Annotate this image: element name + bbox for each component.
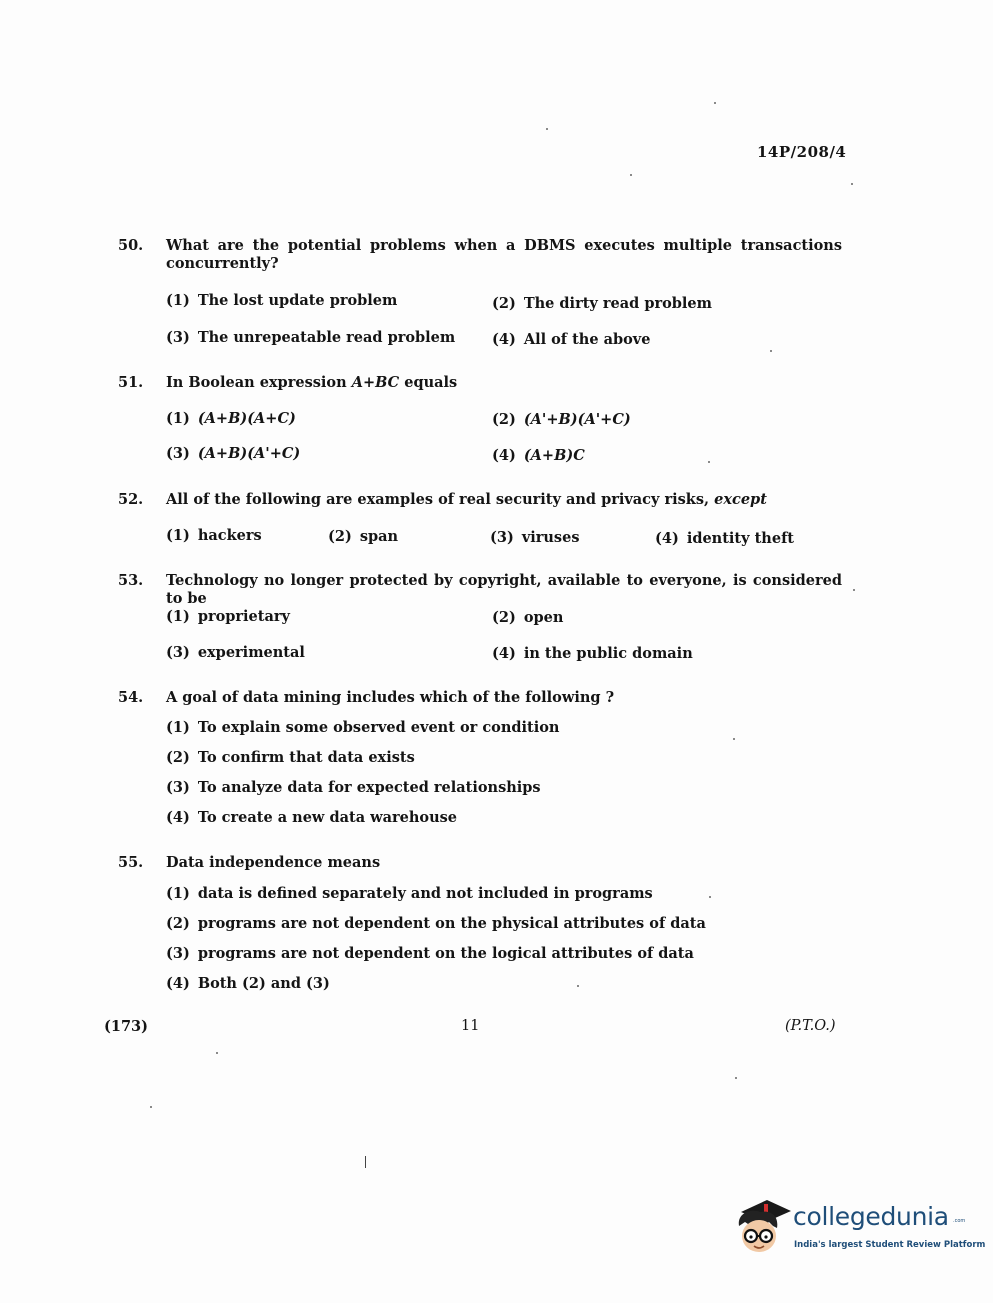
option-number: (1) [166,527,190,544]
option-55-2 [166,915,706,932]
option-number: (1) [166,885,190,902]
option-text: experimental [197,644,305,661]
option-number: (3) [166,779,190,796]
option-52-1 [166,527,262,544]
option-text: Both (2) and (3) [197,975,330,992]
option-51-3 [166,445,300,462]
option-55-3 [166,945,694,962]
question-text: What are the potential problems when a DBMS executes multiple transactions concurrently? [166,237,842,272]
footer-code: (173) [104,1018,148,1035]
scan-speck [733,738,735,740]
option-number: (2) [492,295,516,312]
option-text: span [359,528,399,545]
brand-tagline: India's largest Student Review Platform [794,1240,986,1250]
scan-speck [735,1077,737,1079]
option-52-4 [655,530,794,547]
option-55-1 [166,885,653,902]
scan-speck [708,461,710,463]
option-text: in the public domain [523,645,693,662]
option-text: The dirty read problem [523,295,712,312]
boolean-expression: A+BC [351,374,400,391]
option-number: (2) [492,411,516,428]
option-number: (4) [655,530,679,547]
option-text: The lost update problem [197,292,398,309]
option-54-4 [166,809,457,826]
question-text-suffix: equals [404,374,458,391]
question-number: 52. [118,491,144,508]
option-number: (1) [166,608,190,625]
option-number: (4) [166,975,190,992]
scan-speck [216,1052,218,1054]
option-text: programs are not dependent on the physical attributes of data [197,915,706,932]
option-number: (4) [492,645,516,662]
option-number: (3) [166,329,190,346]
collegedunia-watermark [733,1196,986,1266]
option-number: (1) [166,410,190,427]
question-number: 51. [118,374,144,391]
option-number: (1) [166,292,190,309]
option-text: (A+B)C [523,447,585,464]
option-number: (4) [166,809,190,826]
option-number: (3) [166,945,190,962]
option-52-2 [328,528,398,545]
scan-speck [150,1106,152,1108]
option-55-4 [166,975,330,992]
option-number: (2) [166,749,190,766]
option-text: The unrepeatable read problem [197,329,456,346]
scan-mark [365,1156,366,1168]
question-text-prefix: In Boolean expression [166,374,347,391]
option-text: (A+B)(A'+C) [197,445,301,462]
option-text: viruses [521,529,580,546]
option-number: (4) [492,331,516,348]
question-text: Data independence means [166,854,381,871]
option-text: hackers [197,527,262,544]
page-number: 11 [461,1018,480,1034]
scan-speck [851,183,853,185]
option-53-4 [492,645,693,662]
option-50-3 [166,329,455,346]
option-text: identity theft [686,530,795,547]
option-text: open [523,609,564,626]
scan-speck [709,896,711,898]
brand-name: collegedunia [793,1202,949,1231]
option-number: (3) [490,529,514,546]
option-50-2 [492,295,712,312]
option-51-1 [166,410,296,427]
option-text: proprietary [197,608,290,625]
question-text-prefix: All of the following are examples of real security and privacy risks, [166,491,710,508]
scan-speck [714,102,716,104]
paper-code: 14P/208/4 [757,143,847,161]
option-53-3 [166,644,305,661]
question-text: Technology no longer protected by copyright, available to everyone, is considered to be [166,572,842,607]
scan-speck [630,174,632,176]
option-50-1 [166,292,397,309]
option-text: (A'+B)(A'+C) [523,411,631,428]
please-turn-over: (P.T.O.) [785,1018,836,1034]
option-51-2 [492,411,631,428]
scan-speck [853,589,855,591]
question-number: 50. [118,237,144,254]
question-text [166,491,842,509]
option-text: All of the above [523,331,651,348]
option-number: (3) [166,445,190,462]
option-number: (1) [166,719,190,736]
option-text: To explain some observed event or condition [197,719,560,736]
question-text [166,374,842,392]
option-text: data is defined separately and not included in programs [197,885,653,902]
question-text-emphasis: except [714,491,767,508]
question-text: A goal of data mining includes which of the following ? [166,689,615,706]
brand-domain-suffix: .com [953,1218,966,1224]
option-53-1 [166,608,290,625]
option-text: To create a new data warehouse [197,809,458,826]
option-number: (2) [166,915,190,932]
mascot-icon [733,1196,793,1262]
option-text: To confirm that data exists [197,749,415,766]
option-text: To analyze data for expected relationships [197,779,541,796]
option-number: (3) [166,644,190,661]
scan-speck [577,985,579,987]
option-number: (2) [328,528,352,545]
option-54-2 [166,749,415,766]
scan-speck [770,350,772,352]
option-52-3 [490,529,579,546]
option-54-3 [166,779,541,796]
option-number: (4) [492,447,516,464]
scan-speck [546,128,548,130]
option-text: (A+B)(A+C) [197,410,296,427]
question-number: 55. [118,854,144,871]
question-number: 54. [118,689,144,706]
option-50-4 [492,331,650,348]
option-number: (2) [492,609,516,626]
question-number: 53. [118,572,144,589]
option-51-4 [492,447,585,464]
option-53-2 [492,609,563,626]
option-54-1 [166,719,559,736]
option-text: programs are not dependent on the logical attributes of data [197,945,694,962]
